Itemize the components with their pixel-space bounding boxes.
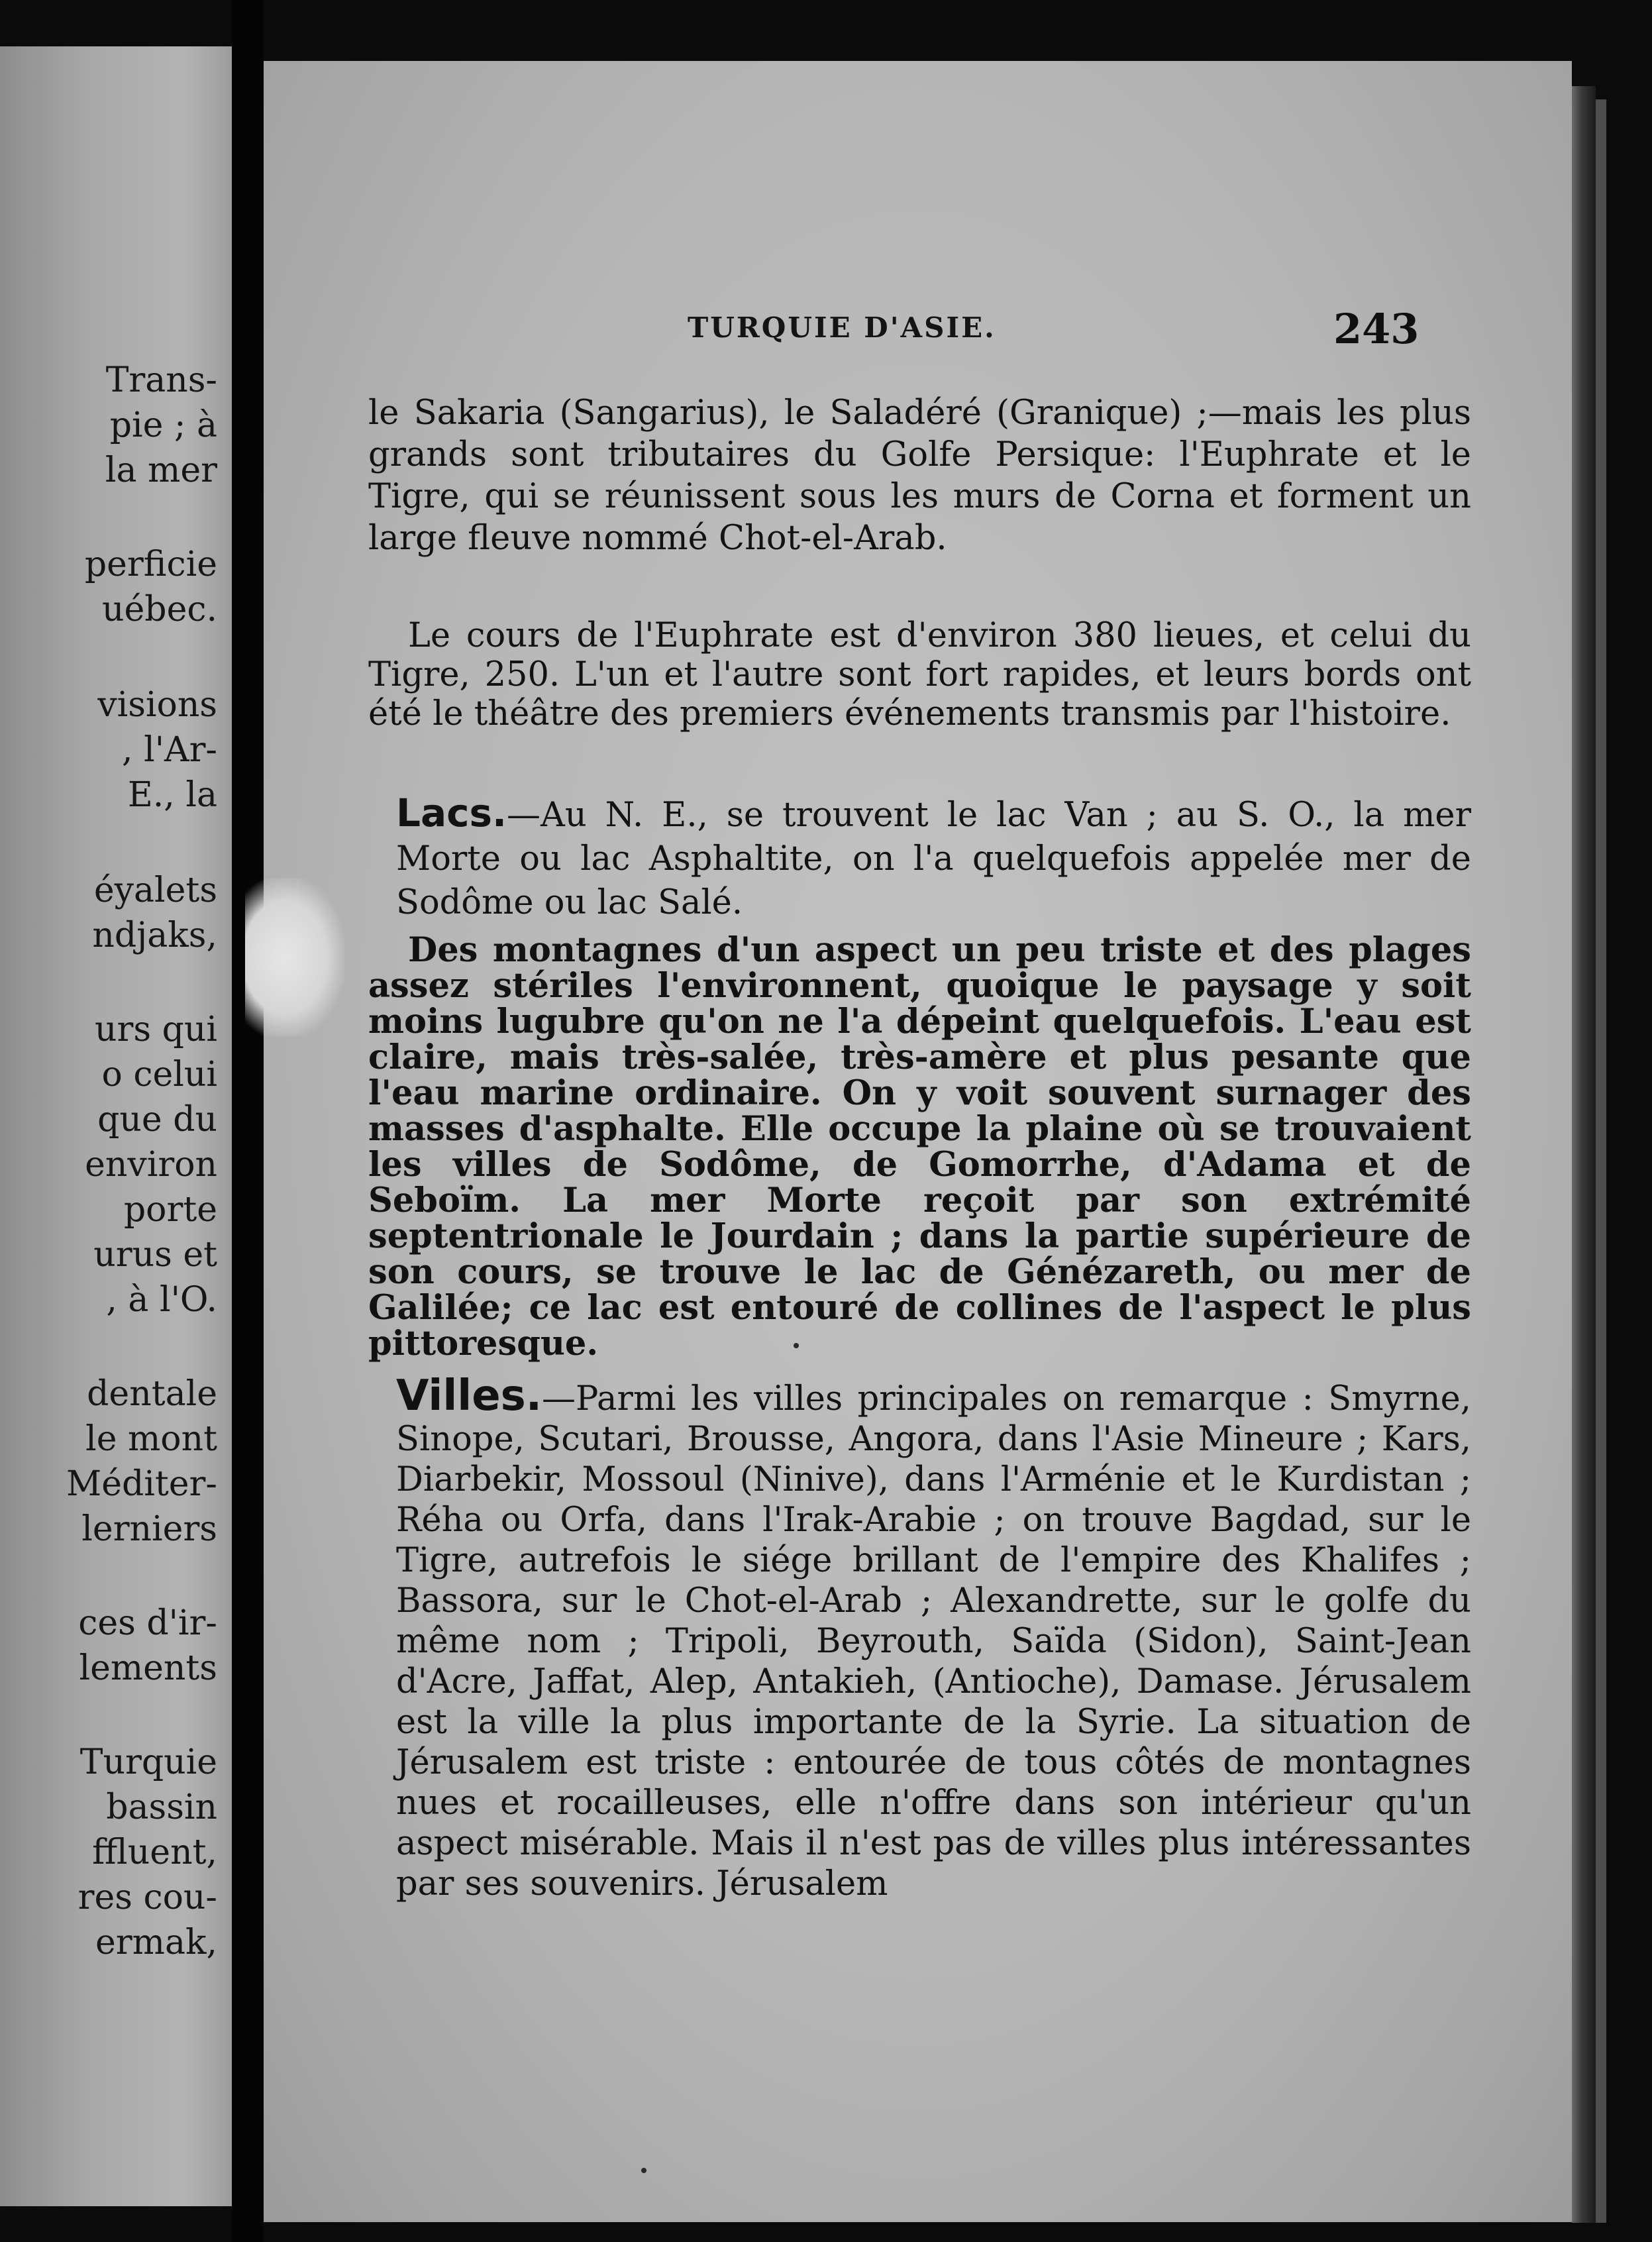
left-line: E., la [127,775,217,815]
page-edge-stack [1596,99,1606,2223]
left-line: lerniers [81,1509,217,1549]
rivers-paragraph [368,392,1471,559]
lakes-text: —Au N. E., se trouvent le lac Van ; au S. O., la mer Morte ou lac Asphaltite, on l'a quelquefois appelée mer de Sodôme ou lac Salé. [396,796,1471,922]
left-line: le mont [85,1419,217,1459]
left-line: ndjaks, [92,916,217,955]
left-line: uébec. [102,590,217,629]
left-line: lements [79,1648,217,1688]
paper-stain [245,878,344,1037]
left-line: ffluent, [92,1833,217,1872]
left-line: Méditer- [66,1464,217,1504]
euphrates-paragraph [368,616,1471,733]
lakes-heading: Lacs. [396,790,507,835]
left-line: pie ; à [109,405,217,445]
left-line: o celui [101,1055,217,1094]
ink-speck [641,2168,646,2173]
cities-line [368,1371,1471,1904]
lakes-line [368,791,1471,925]
dead-sea-paragraph [368,932,1471,1361]
ink-speck [794,1343,799,1348]
left-line: bassin [106,1788,217,1827]
page-edge-shadow [1572,86,1596,2223]
left-line: Trans- [105,360,217,400]
left-line: res cou- [77,1878,217,1917]
left-line: porte [123,1190,217,1230]
left-line: urus et [93,1235,217,1275]
running-head [264,305,1572,358]
book-gutter [232,0,264,2242]
left-line: que du [97,1100,217,1140]
left-line: la mer [105,451,217,490]
page-number: 243 [1333,305,1420,353]
left-line: perficie [84,545,217,584]
euphrates-text: Le cours de l'Euphrate est d'environ 380 lieues, et celui du Tigre, 250. L'un et l'autre sont fort rapides, et leurs bords ont été le théâtre des premiers événements transmis par l'histoire. [368,616,1471,733]
cities-heading: Villes. [396,1371,542,1420]
left-line: , à l'O. [106,1280,217,1320]
cities-text: —Parmi les villes principales on remarque : Smyrne, Sinope, Scutari, Brousse, Angora, dans l'Asie Mineure ; Kars, Diarbekir, Mossoul (Ninive), dans l'Arménie et le Kurdistan ; Réha ou Orfa, dans l'Irak-Arabie ; on trouve Bagdad, sur le Tigre, autrefois le siége brillant de l'empire des Khalifes ; Bassora, sur le Chot-el-Arab ; Alexandrette, sur le golfe du même nom ; Tripoli, Beyrouth, Saïda (Sidon), Saint-Jean d'Acre, Jaffat, Alep, Antakieh, (Antioche), Damase. Jérusalem est la ville la plus importante de la Syrie. La situation de Jérusalem est triste : entourée de tous côtés de montagnes nues et rocailleuses, elle n'offre dans son intérieur qu'un aspect misérable. Mais il n'est pas de villes plus intéressantes par ses souvenirs. Jérusalem [396,1379,1471,1903]
page-243 [264,61,1572,2222]
left-line: environ [85,1145,217,1185]
running-title: TURQUIE D'ASIE. [688,311,996,344]
dead-sea-text: Des montagnes d'un aspect un peu triste et des plages assez stériles l'environnent, quoique le paysage y soit moins lugubre qu'on ne l'a dépeint quelquefois. L'eau est claire, mais très-salée, très-amère et plus pesante que l'eau marine ordinaire. On y voit souvent surnager des masses d'asphalte. Elle occupe la plaine où se trouvaient les villes de Sodôme, de Gomorrhe, d'Adama et de Seboïm. La mer Morte reçoit par son extrémité septentrionale le Jourdain ; dans la partie supérieure de son cours, se trouve le lac de Génézareth, ou mer de Galilée; ce lac est entouré de collines de l'aspect le plus pittoresque. [368,930,1471,1363]
left-line: éyalets [93,871,217,910]
lakes-paragraph [368,791,1471,925]
cities-paragraph [368,1371,1471,1904]
left-line: Turquie [79,1742,217,1782]
left-line: , l'Ar- [122,730,217,770]
rivers-text: le Sakaria (Sangarius), le Saladéré (Granique) ;—mais les plus grands sont tributaires du Golfe Persique: l'Euphrate et le Tigre, qui se réunissent sous les murs de Corna et forment un large fleuve nommé Chot-el-Arab. [368,394,1471,558]
left-line: ces d'ir- [78,1603,217,1643]
left-line: dentale [87,1374,217,1414]
left-line: visions [97,685,217,725]
previous-page-fragment [0,46,232,2206]
left-line: urs qui [95,1010,217,1049]
left-line: ermak, [95,1923,217,1962]
